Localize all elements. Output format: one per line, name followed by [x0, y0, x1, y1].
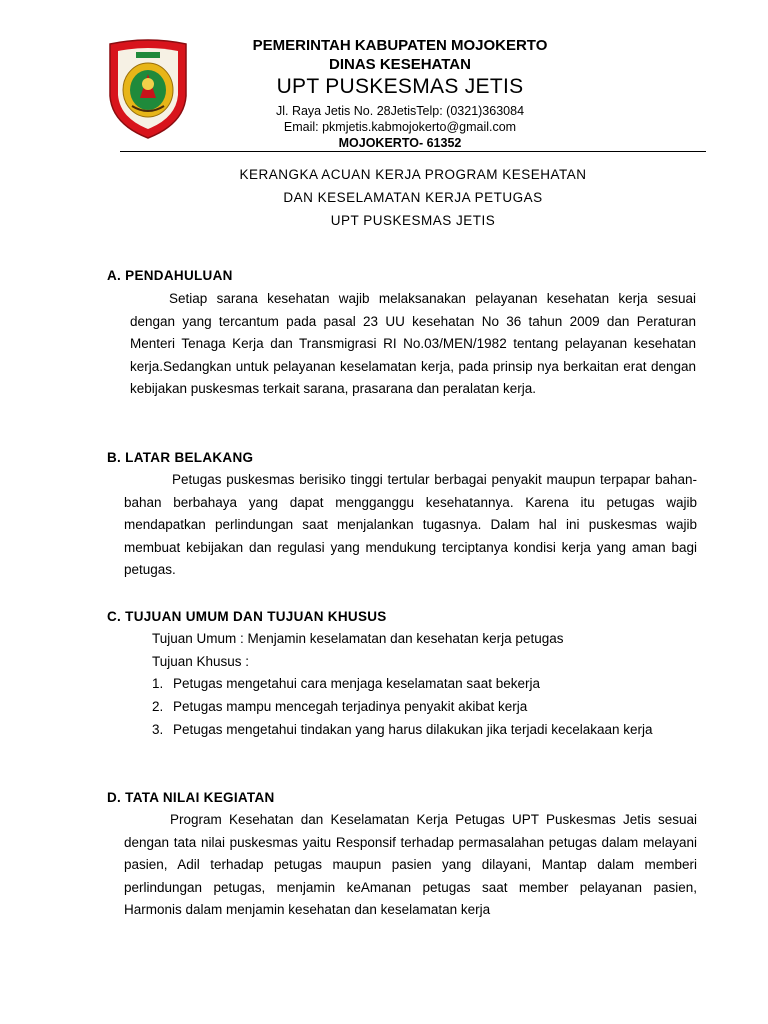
list-item: [152, 673, 697, 696]
list-item: [152, 696, 697, 719]
letterhead-department: DINAS KESEHATAN: [329, 56, 471, 73]
section-c-heading: C. TUJUAN UMUM DAN TUJUAN KHUSUS: [107, 609, 387, 624]
section-a-heading: A. PENDAHULUAN: [107, 268, 233, 283]
list-item-number: 1.: [152, 676, 164, 691]
letterhead-city: MOJOKERTO- 61352: [338, 136, 462, 150]
list-item-text: Petugas mengetahui cara menjaga keselamatan saat bekerja: [173, 676, 540, 691]
section-a-body: Setiap sarana kesehatan wajib melaksanakan pelayanan kesehatan kerja sesuai dengan yang tercantum pada pasal 23 UU kesehatan No 36 tahun 2009 dan Peraturan Menteri Tenaga Kerja dan Transmigrasi RI No.03/MEN/1982 tentang pelayanan kesehatan kerja.Sedangkan untuk pelayanan keselamatan kerja, pada prinsip nya berkaitan erat dengan kebijakan puskesmas terkait sarana, prasarana dan peralatan kerja.: [130, 291, 696, 397]
document-title-line3: UPT PUSKESMAS JETIS: [330, 213, 496, 228]
document-title-line2: DAN KESELAMATAN KERJA PETUGAS: [283, 190, 543, 205]
list-item-text: Petugas mengetahui tindakan yang harus dilakukan jika terjadi kecelakaan kerja: [173, 722, 653, 737]
section-c-general-goal: Tujuan Umum : Menjamin keselamatan dan kesehatan kerja petugas: [152, 631, 564, 646]
section-d-heading: D. TATA NILAI KEGIATAN: [107, 790, 275, 805]
header-divider: [120, 151, 706, 152]
list-item-number: 3.: [152, 722, 164, 737]
section-d-body: Program Kesehatan dan Keselamatan Kerja Petugas UPT Puskesmas Jetis sesuai dengan tata nilai puskesmas yaitu Responsif terhadap permasalahan petugas dalam melayani pasien, Adil terhadap petugas maupun pasien yang dilayani, Mantap dalam memberi perlindungan petugas, menjamin keAmanan petugas saat member pelayanan pasien, Harmonis dalam menjamin kesehatan dan keselamatan kerja: [124, 812, 697, 918]
section-b-body: Petugas puskesmas berisiko tinggi tertular berbagai penyakit maupun terpapar bahan-bahan berbahaya yang dapat mengganggu kesehatannya. Karena itu petugas wajib mendapatkan perlindungan saat menjalankan tugasnya. Dalam hal ini puskesmas wajib membuat kebijakan dan regulasi yang mendukung terciptanya kondisi kerja yang aman bagi petugas.: [124, 472, 697, 578]
letterhead-institution: UPT PUSKESMAS JETIS: [276, 75, 524, 98]
letterhead-address: Jl. Raya Jetis No. 28JetisTelp: (0321)363084: [275, 104, 525, 118]
list-item-text: Petugas mampu mencegah terjadinya penyakit akibat kerja: [173, 699, 528, 714]
regency-crest-icon: [106, 38, 190, 140]
letterhead-government: PEMERINTAH KABUPATEN MOJOKERTO: [252, 37, 548, 54]
list-item: [152, 719, 697, 742]
list-item-number: 2.: [152, 699, 164, 714]
document-title-line1: KERANGKA ACUAN KERJA PROGRAM KESEHATAN: [239, 167, 587, 182]
letterhead-email: Email: pkmjetis.kabmojokerto@gmail.com: [283, 120, 517, 134]
section-b-heading: B. LATAR BELAKANG: [107, 450, 254, 465]
section-c-specific-goal-label: Tujuan Khusus :: [152, 654, 250, 669]
letterhead: [200, 36, 600, 151]
